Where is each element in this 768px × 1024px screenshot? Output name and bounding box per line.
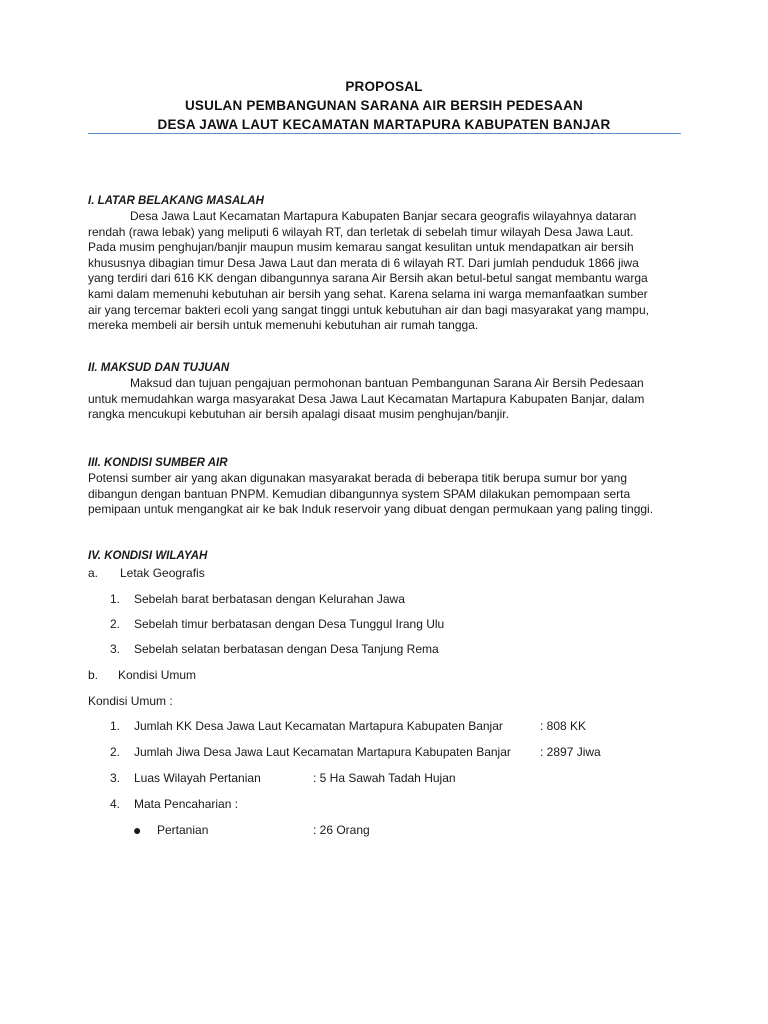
section-heading: I. LATAR BELAKANG MASALAH (88, 195, 264, 207)
paragraph-line: yang terdiri dari 616 KK dengan dibangunnya sarana Air Bersih akan betul-betul sangat membantu warga (88, 271, 648, 286)
paragraph-line: kami dalam memenuhi kebutuhan air bersih yang sehat. Karena selama ini warga memanfaatkan sumber (88, 286, 648, 301)
list-number: 1. (110, 592, 121, 606)
list-text: Luas Wilayah Pertanian (134, 771, 261, 785)
section-paragraph (88, 209, 681, 334)
section-heading: III. KONDISI SUMBER AIR (88, 457, 228, 469)
paragraph-line: Desa Jawa Laut Kecamatan Martapura Kabupaten Banjar secara geografis wilayahnya dataran (130, 209, 637, 223)
doc-title: PROPOSAL (345, 79, 423, 94)
section-kondisi-wilayah (88, 549, 681, 564)
section-paragraph (88, 376, 681, 423)
list-value: : 808 KK (540, 719, 587, 733)
paragraph-line: Potensi sumber air yang akan digunakan masyarakat berada di beberapa titik berupa sumur bor yang (88, 471, 627, 485)
sub-item-label: Letak Geografis (120, 566, 205, 580)
list-number: 1. (110, 719, 121, 733)
list-text: Jumlah KK Desa Jawa Laut Kecamatan Martapura Kabupaten Banjar (134, 719, 503, 733)
list-text: Sebelah barat berbatasan dengan Kelurahan Jawa (134, 592, 405, 606)
section-maksud-tujuan (88, 361, 681, 423)
paragraph-line: mereka membeli air bersih untuk memenuhi kebutuhan air rumah tangga. (88, 318, 479, 333)
section-heading: IV. KONDISI WILAYAH (88, 550, 208, 562)
list-value: : 26 Orang (313, 823, 370, 837)
section-heading: II. MAKSUD DAN TUJUAN (88, 362, 230, 374)
paragraph-line: air yang tercemar bakteri ecoli yang sangat tinggi untuk kebutuhan air dan bagi masyarakat yang mampu, (88, 302, 649, 317)
doc-subtitle-2: DESA JAWA LAUT KECAMATAN MARTAPURA KABUPATEN BANJAR (157, 117, 611, 132)
list-number: 2. (110, 617, 121, 631)
section-paragraph (88, 471, 681, 518)
title-block (0, 77, 768, 134)
list-number: 4. (110, 797, 121, 811)
list-number: 3. (110, 771, 121, 785)
list-number: 3. (110, 642, 121, 656)
paragraph-line: rangka mencukupi kebutuhan air bersih apalagi disaat musim penghujan/banjir. (88, 407, 509, 422)
paragraph-line: Pada musim penghujan/banjir maupun musim kemarau sangat kesulitan untuk mendapatkan air bersih (88, 240, 634, 255)
doc-subtitle-1: USULAN PEMBANGUNAN SARANA AIR BERSIH PEDESAAN (184, 98, 584, 113)
list-value: : 5 Ha Sawah Tadah Hujan (313, 771, 456, 785)
sub-item-marker: b. (88, 668, 99, 682)
list-text: Sebelah selatan berbatasan dengan Desa Tanjung Rema (134, 642, 439, 656)
bullet-icon: ● (133, 822, 142, 838)
list-text: Pertanian (157, 823, 209, 837)
list-text: Jumlah Jiwa Desa Jawa Laut Kecamatan Martapura Kabupaten Banjar (134, 745, 511, 759)
paragraph-line: Maksud dan tujuan pengajuan permohonan bantuan Pembangunan Sarana Air Bersih Pedesaan (130, 376, 644, 390)
paragraph-line: pemipaan untuk mengangkat air ke bak Induk reservoir yang dibuat dengan permukaan yang paling tinggi. (88, 502, 654, 517)
list-text: Sebelah timur berbatasan dengan Desa Tunggul Irang Ulu (134, 617, 445, 631)
paragraph-line: khususnya dibagian timur Desa Jawa Laut dan merata di 6 wilayah RT. Dari jumlah penduduk 1866 jiwa (88, 255, 639, 270)
paragraph-line: rendah (rawa lebak) yang meliputi 6 wilayah RT, dan terletak di sebelah timur wilayah Desa Jawa Laut. (88, 224, 634, 239)
list-text: Mata Pencaharian : (134, 797, 239, 811)
paragraph-line: untuk memudahkan warga masyarakat Desa Jawa Laut Kecamatan Martapura Kabupaten Banjar, dalam (88, 391, 645, 406)
title-divider (88, 133, 681, 134)
sub-item-marker: a. (88, 566, 99, 580)
paragraph-line: dibangun dengan bantuan PNPM. Kemudian dibangunnya system SPAM dilakukan pemompaan serta (88, 486, 631, 501)
section-kondisi-sumber-air (88, 456, 681, 518)
list-number: 2. (110, 745, 121, 759)
sub-item-label: Kondisi Umum (118, 668, 197, 682)
kondisi-umum-heading: Kondisi Umum : (88, 694, 173, 708)
section-latar-belakang (88, 194, 681, 334)
list-value: : 2897 Jiwa (540, 745, 601, 759)
